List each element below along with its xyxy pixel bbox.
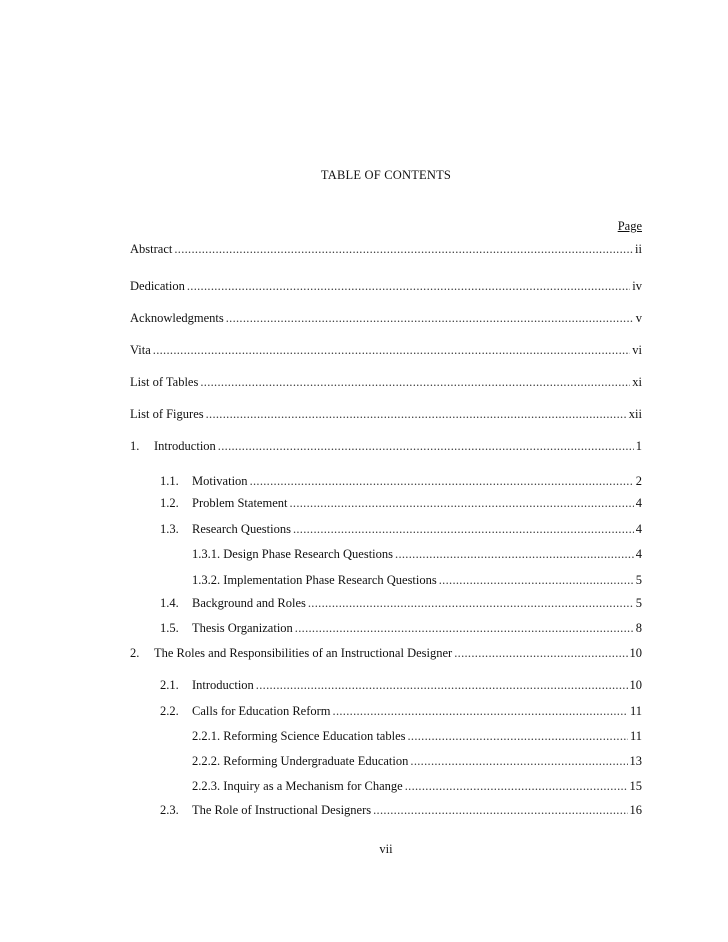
toc-entry-page: 4 — [635, 547, 642, 561]
dot-leader — [395, 546, 634, 562]
toc-entry-label — [130, 438, 218, 454]
toc-entry-dedication[interactable] — [130, 278, 642, 294]
toc-entry-page: 11 — [629, 729, 642, 743]
dot-leader — [295, 620, 634, 636]
toc-entry-page: 4 — [635, 496, 642, 510]
dot-leader — [454, 645, 627, 661]
toc-entry-number: 1.2. — [160, 496, 179, 510]
toc-entry-number: 1.1. — [160, 474, 179, 488]
toc-entry-page: 1 — [635, 439, 642, 453]
toc-entry-title: The Role of Instructional Designers — [192, 803, 372, 817]
toc-entry-label: List of Tables — [130, 375, 199, 389]
toc-entry-page: 10 — [629, 646, 642, 660]
toc-entry-page: 5 — [635, 573, 642, 587]
dot-leader — [206, 406, 627, 422]
toc-entry-number: 2.2.2. — [192, 754, 221, 768]
toc-entry-page: v — [635, 311, 642, 325]
toc-entry-title: The Roles and Responsibilities of an Instructional Designer — [154, 646, 453, 660]
toc-entry-subsection-1-3-2[interactable] — [192, 572, 642, 588]
toc-entry-page: 4 — [635, 522, 642, 536]
dot-leader — [218, 438, 634, 454]
toc-entry-title: Research Questions — [192, 522, 291, 536]
page-number-footer: vii — [379, 842, 393, 856]
toc-entry-page: 16 — [629, 803, 642, 817]
toc-entry-number: 1.4. — [160, 596, 179, 610]
toc-entry-page: xii — [628, 407, 642, 421]
toc-entry-subsection-2-2-1[interactable] — [192, 728, 642, 744]
dot-leader — [439, 572, 634, 588]
dot-leader — [250, 473, 634, 489]
dot-leader — [289, 495, 633, 511]
toc-entry-label — [160, 473, 250, 489]
toc-entry-title: Introduction — [154, 439, 216, 453]
toc-entry-label — [160, 495, 289, 511]
toc-entry-list-of-figures[interactable] — [130, 406, 642, 422]
toc-entry-page: 2 — [635, 474, 642, 488]
toc-entry-number: 2.3. — [160, 803, 179, 817]
toc-entry-label — [160, 802, 373, 818]
dot-leader — [226, 310, 634, 326]
toc-entry-page: 15 — [629, 779, 642, 793]
page-column-heading: Page — [617, 219, 642, 233]
toc-entry-page: 5 — [635, 596, 642, 610]
toc-entry-subsection-1-3-1[interactable] — [192, 546, 642, 562]
toc-entry-label — [160, 703, 333, 719]
toc-entry-section-1-3[interactable] — [160, 521, 642, 537]
toc-entry-page: 8 — [635, 621, 642, 635]
toc-entry-page: 10 — [629, 678, 642, 692]
toc-entry-section-1-4[interactable] — [160, 595, 642, 611]
toc-entry-section-1-2[interactable] — [160, 495, 642, 511]
toc-entry-section-2-2[interactable] — [160, 703, 642, 719]
toc-entry-title: Introduction — [192, 678, 254, 692]
toc-entry-page: 11 — [629, 704, 642, 718]
toc-entry-label — [192, 778, 405, 794]
toc-entry-chapter-1[interactable] — [130, 438, 642, 454]
dot-leader — [174, 241, 633, 257]
toc-entry-number: 2.2.3. — [192, 779, 221, 793]
toc-entry-title: Calls for Education Reform — [192, 704, 331, 718]
toc-entry-subsection-2-2-3[interactable] — [192, 778, 642, 794]
toc-entry-label — [160, 595, 308, 611]
toc-entry-title: Thesis Organization — [192, 621, 293, 635]
toc-entry-label: Acknowledgments — [130, 311, 224, 325]
toc-entry-label — [192, 753, 410, 769]
dot-leader — [153, 342, 630, 358]
toc-entry-number: 2.2. — [160, 704, 179, 718]
toc-entry-title: Motivation — [192, 474, 248, 488]
toc-entry-list-of-tables[interactable] — [130, 374, 642, 390]
toc-entry-title: Problem Statement — [192, 496, 288, 510]
toc-entry-abstract[interactable] — [130, 241, 642, 257]
toc-entry-label: Dedication — [130, 279, 185, 293]
toc-entry-label — [160, 521, 293, 537]
toc-entry-title: Inquiry as a Mechanism for Change — [223, 779, 403, 793]
toc-entry-title: Implementation Phase Research Questions — [223, 573, 437, 587]
toc-entry-number: 2.1. — [160, 678, 179, 692]
toc-entry-page: xi — [632, 375, 642, 389]
toc-entry-number: 1.3.2. — [192, 573, 221, 587]
toc-entry-page: 13 — [629, 754, 642, 768]
dot-leader — [373, 802, 627, 818]
toc-entry-title: Background and Roles — [192, 596, 306, 610]
toc-entry-page: iv — [632, 279, 642, 293]
toc-entry-label: List of Figures — [130, 407, 204, 421]
dot-leader — [308, 595, 634, 611]
toc-entry-number: 1.5. — [160, 621, 179, 635]
toc-entry-label — [160, 620, 295, 636]
toc-entry-vita[interactable] — [130, 342, 642, 358]
dot-leader — [410, 753, 627, 769]
toc-entry-label — [160, 677, 256, 693]
toc-entry-number: 1. — [130, 439, 140, 453]
toc-entry-number: 2. — [130, 646, 140, 660]
dot-leader — [293, 521, 634, 537]
toc-entry-number: 1.3.1. — [192, 547, 221, 561]
toc-entry-number: 1.3. — [160, 522, 179, 536]
toc-entry-page: vi — [632, 343, 642, 357]
page-title: TABLE OF CONTENTS — [320, 168, 452, 182]
toc-entry-title: Reforming Science Education tables — [223, 729, 406, 743]
toc-entry-acknowledgments[interactable] — [130, 310, 642, 326]
toc-entry-label — [192, 546, 395, 562]
toc-entry-page: ii — [635, 242, 642, 256]
toc-entry-number: 2.2.1. — [192, 729, 221, 743]
toc-entry-section-2-3[interactable] — [160, 802, 642, 818]
toc-entry-subsection-2-2-2[interactable] — [192, 753, 642, 769]
toc-entry-label: Abstract — [130, 242, 173, 256]
toc-entry-label — [192, 572, 439, 588]
toc-entry-label: Vita — [130, 343, 151, 357]
toc-entry-section-1-1[interactable] — [160, 473, 642, 489]
toc-entry-title: Reforming Undergraduate Education — [223, 754, 409, 768]
toc-entry-section-1-5[interactable] — [160, 620, 642, 636]
toc-entry-section-2-1[interactable] — [160, 677, 642, 693]
toc-entry-label — [130, 645, 454, 661]
toc-entry-title: Design Phase Research Questions — [223, 547, 394, 561]
dot-leader — [187, 278, 630, 294]
dot-leader — [256, 677, 628, 693]
dot-leader — [200, 374, 630, 390]
dot-leader — [405, 778, 628, 794]
dot-leader — [333, 703, 628, 719]
dot-leader — [407, 728, 627, 744]
toc-entry-chapter-2[interactable] — [130, 645, 642, 661]
toc-entry-label — [192, 728, 407, 744]
